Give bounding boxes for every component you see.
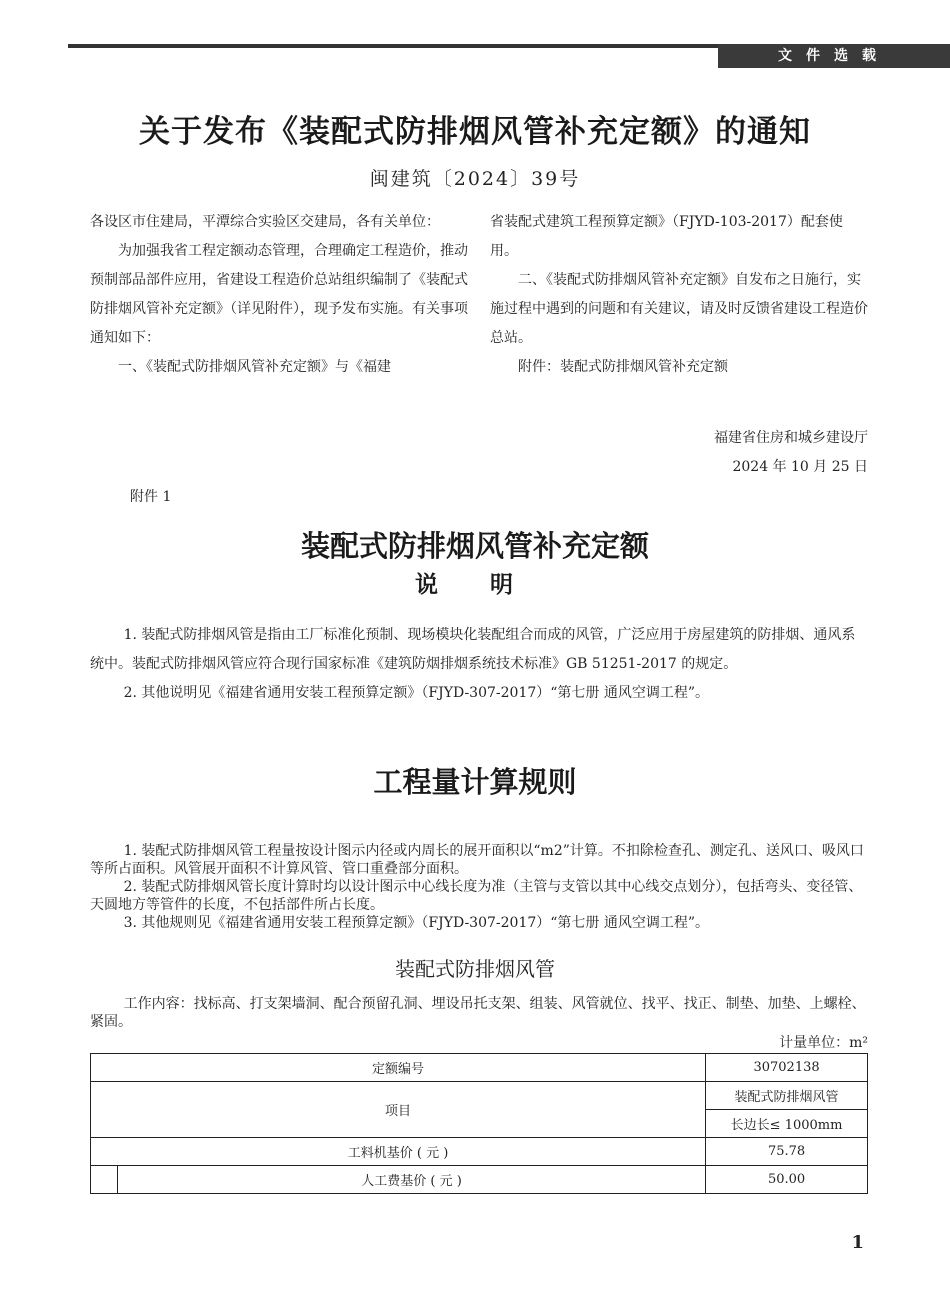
unit-label: 计量单位：m² [779,1035,868,1051]
code-label: 定额编号 [91,1054,706,1082]
page-number: 1 [851,1232,864,1253]
notice-title: 关于发布《装配式防排烟风管补充定额》的通知 [139,114,811,150]
notice-paragraph: 为加强我省工程定额动态管理，合理确定工程造价，推动预制部品部件应用，省建设工程造价总站组织编制了《装配式防排烟风管补充定额》（详见附件），现予发布实施。有关事项通知如下： [90,243,468,346]
note-item: 2. 其他说明见《福建省通用安装工程预算定额》（FJYD-307-2017）“第七册 通风空调工程”。 [123,685,710,701]
labor-price-value: 50.00 [706,1166,868,1194]
rules-title: 工程量计算规则 [373,765,577,799]
work-content-text: 工作内容：找标高、打支架墙洞、配合预留孔洞、埋设吊托支架、组装、风管就位、找平、找正、制垫、加垫、上螺栓、紧固。 [90,996,866,1030]
notice-paragraph: 二、《装配式防排烟风管补充定额》自发布之日施行，实施过程中遇到的问题和有关建议，请及时反馈省建设工程造价总站。 [490,272,868,346]
attachment-reference: 附件：装配式防排烟风管补充定额 [518,359,728,375]
quota-title: 装配式防排烟风管 [395,957,555,981]
rule-item: 3. 其他规则见《福建省通用安装工程预算定额》（FJYD-307-2017）“第七册 通风空调工程”。 [123,915,710,931]
table-row [91,1138,868,1166]
rules-list [90,842,868,932]
work-content [90,995,868,1031]
base-price-value: 75.78 [706,1138,868,1166]
item-spec: 长边长≤ 1000mm [706,1110,868,1138]
notice-paragraph: 一、《装配式防排烟风管补充定额》与《福建 [118,359,391,375]
table-row [91,1054,868,1082]
notice-paragraph: 省装配式建筑工程预算定额》（FJYD-103-2017）配套使用。 [490,214,843,259]
salutation: 各设区市住建局，平潭综合实验区交建局，各有关单位： [90,214,440,230]
rule-item: 1. 装配式防排烟风管工程量按设计图示内径或内周长的展开面积以“m2”计算。不扣除检查孔、测定孔、送风口、吸风口等所占面积。风管展开面积不计算风管、管口重叠部分面积。 [90,843,864,877]
attachment-title: 装配式防排烟风管补充定额 [300,529,649,563]
notice-left-column [90,208,470,382]
explanation-heading: 说 明 [414,571,535,598]
indent-cell [91,1166,118,1194]
document-number: 闽建筑〔2024〕39号 [369,168,581,190]
rule-item: 2. 装配式防排烟风管长度计算时均以设计图示中心线长度为准（主管与支管以其中心线交点划分），包括弯头、变径管、天圆地方等管件的长度，不包括部件所占长度。 [90,879,863,913]
explanation-notes [90,621,868,708]
issuer: 福建省住房和城乡建设厅 [714,430,868,446]
item-name: 装配式防排烟风管 [706,1082,868,1110]
note-item: 1. 装配式防排烟风管是指由工厂标准化预制、现场模块化装配组合而成的风管，广泛应用于房屋建筑的防排烟、通风系统中。装配式防排烟风管应符合现行国家标准《建筑防烟排烟系统技术标准》GB 51251-2017 的规定。 [90,627,856,672]
labor-price-label: 人工费基价 ( 元 ) [117,1166,705,1194]
notice-right-column [490,208,870,382]
item-label: 项目 [91,1082,706,1138]
quota-table [90,1053,868,1194]
table-row [91,1082,868,1110]
table-row [91,1166,868,1194]
issue-date: 2024 年 10 月 25 日 [732,459,868,475]
code-value: 30702138 [706,1054,868,1082]
attachment-label: 附件 1 [130,489,172,505]
base-price-label: 工料机基价 ( 元 ) [91,1138,706,1166]
section-tag: 文件选载 [718,44,950,68]
